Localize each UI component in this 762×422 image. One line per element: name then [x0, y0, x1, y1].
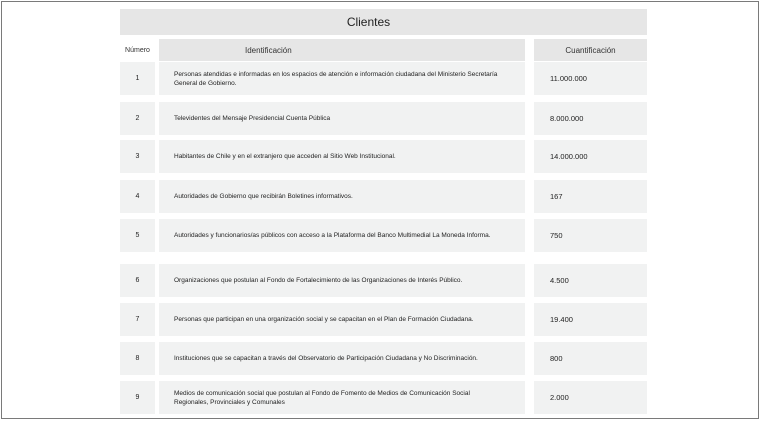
- row-number: 4: [120, 180, 155, 213]
- table-title-text: Clientes: [346, 15, 391, 29]
- table-row: [120, 303, 647, 336]
- table-row: [120, 264, 647, 297]
- row-number: 2: [120, 102, 155, 135]
- row-cuantificacion: 11.000.000: [534, 62, 647, 95]
- row-number: 1: [120, 62, 155, 95]
- row-identificacion: Personas que participan en una organización social y se capacitan en el Plan de Formación Ciudadana.: [159, 303, 525, 336]
- row-number: 3: [120, 140, 155, 173]
- header-numero: Número: [125, 46, 150, 54]
- row-cuantificacion: 8.000.000: [534, 102, 647, 135]
- table-row: [120, 381, 647, 414]
- table-title: [120, 9, 647, 35]
- table-row: [120, 102, 647, 135]
- row-cuantificacion: 800: [534, 342, 647, 375]
- row-identificacion: Habitantes de Chile y en el extranjero que acceden al Sitio Web Institucional.: [159, 140, 525, 173]
- row-number: 7: [120, 303, 155, 336]
- row-number: 8: [120, 342, 155, 375]
- row-identificacion: Instituciones que se capacitan a través del Observatorio de Participación Ciudadana y No Discriminación.: [159, 342, 525, 375]
- table-row: [120, 342, 647, 375]
- table-row: [120, 219, 647, 252]
- table-row: [120, 180, 647, 213]
- row-identificacion: Medios de comunicación social que postulan al Fondo de Fomento de Medios de Comunicación Social Regionales, Provinciales y Comunales: [159, 381, 525, 414]
- row-number: 9: [120, 381, 155, 414]
- table-row: [120, 62, 647, 95]
- table-row: [120, 140, 647, 173]
- row-number: 5: [120, 219, 155, 252]
- row-identificacion: Personas atendidas e informadas en los espacios de atención e información ciudadana del Ministerio Secretaría General de Gobierno.: [159, 62, 525, 95]
- row-identificacion: Autoridades de Gobierno que recibirán Boletines informativos.: [159, 180, 525, 213]
- row-identificacion: Organizaciones que postulan al Fondo de Fortalecimiento de las Organizaciones de Interés Público.: [159, 264, 525, 297]
- row-number: 6: [120, 264, 155, 297]
- header-identificacion: Identificación: [159, 39, 525, 61]
- row-identificacion: Autoridades y funcionarios/as públicos con acceso a la Plataforma del Banco Multimedial La Moneda Informa.: [159, 219, 525, 252]
- row-identificacion: Televidentes del Mensaje Presidencial Cuenta Pública: [159, 102, 525, 135]
- row-cuantificacion: 14.000.000: [534, 140, 647, 173]
- row-cuantificacion: 2.000: [534, 381, 647, 414]
- row-cuantificacion: 750: [534, 219, 647, 252]
- header-cuantificacion: Cuantificación: [534, 39, 647, 61]
- row-cuantificacion: 4.500: [534, 264, 647, 297]
- row-cuantificacion: 167: [534, 180, 647, 213]
- row-cuantificacion: 19.400: [534, 303, 647, 336]
